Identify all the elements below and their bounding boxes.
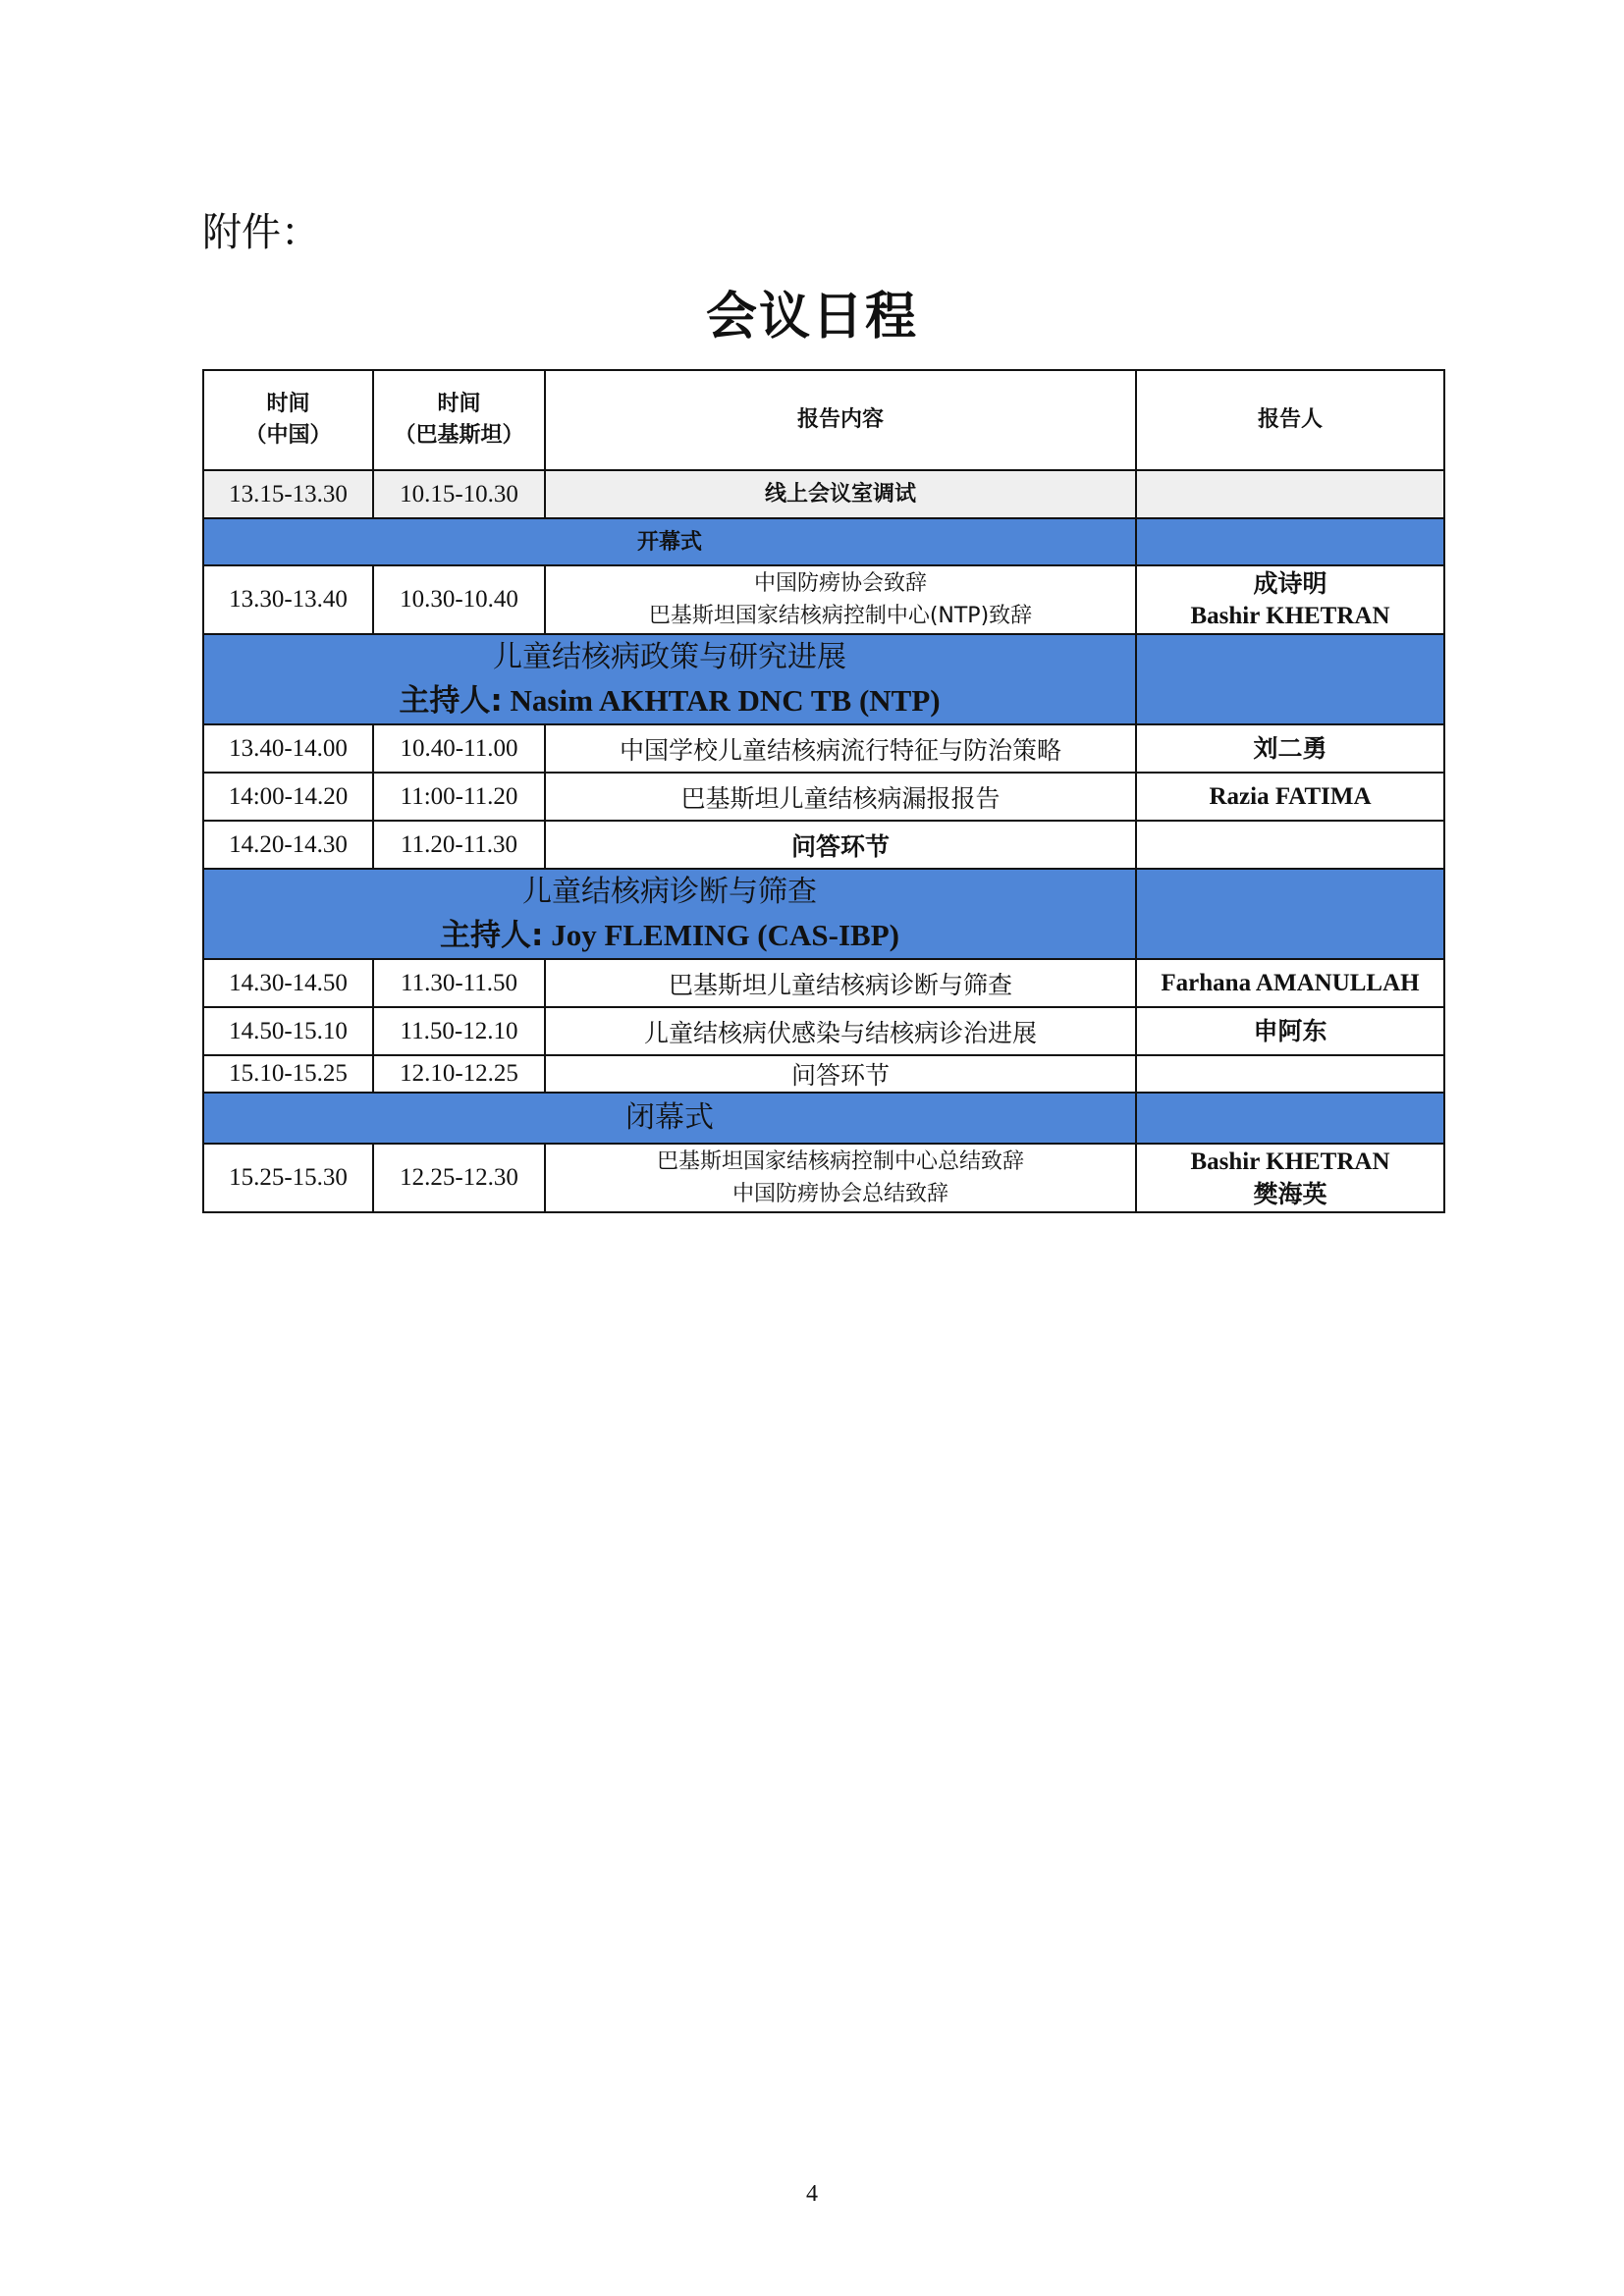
speaker xyxy=(1136,565,1444,634)
report-content: 巴基斯坦儿童结核病诊断与筛查 xyxy=(545,959,1136,1007)
schedule-table xyxy=(202,369,1445,1213)
report-content: 中国学校儿童结核病流行特征与防治策略 xyxy=(545,724,1136,773)
host-name: Joy FLEMING (CAS-IBP) xyxy=(543,918,899,952)
schedule-row xyxy=(203,959,1444,1007)
report-content xyxy=(545,1144,1136,1212)
speaker-line: 成诗明 xyxy=(1253,569,1327,598)
header-time-china xyxy=(203,370,373,470)
session-empty-cell xyxy=(1136,634,1444,724)
header-time-pakistan xyxy=(373,370,545,470)
header-time-pakistan-line1: 时间 xyxy=(437,392,481,416)
host-prefix: 主持人: xyxy=(440,918,544,953)
time-china: 14.20-14.30 xyxy=(203,821,373,869)
session-empty-cell xyxy=(1136,869,1444,959)
time-pakistan: 12.25-12.30 xyxy=(373,1144,545,1212)
speaker-line: Bashir KHETRAN xyxy=(1190,1148,1390,1175)
speaker xyxy=(1136,470,1444,518)
session-host xyxy=(208,679,1131,722)
speaker: 申阿东 xyxy=(1136,1007,1444,1055)
schedule-row xyxy=(203,1007,1444,1055)
time-china: 13.40-14.00 xyxy=(203,724,373,773)
time-pakistan: 10.40-11.00 xyxy=(373,724,545,773)
header-content: 报告内容 xyxy=(545,370,1136,470)
header-speaker: 报告人 xyxy=(1136,370,1444,470)
report-content-line: 中国防痨协会致辞 xyxy=(753,571,927,596)
page-title: 会议日程 xyxy=(705,288,918,347)
header-time-china-line2: （中国） xyxy=(244,423,332,448)
page-number: 4 xyxy=(806,2181,818,2207)
session-row-closing xyxy=(203,1093,1444,1144)
report-content-line: 巴基斯坦国家结核病控制中心(NTP)致辞 xyxy=(648,604,1033,628)
time-pakistan: 11.20-11.30 xyxy=(373,821,545,869)
schedule-row xyxy=(203,773,1444,821)
session-title: 开幕式 xyxy=(203,518,1136,565)
report-content xyxy=(545,565,1136,634)
report-content: 巴基斯坦儿童结核病漏报报告 xyxy=(545,773,1136,821)
session-header xyxy=(203,634,1136,724)
speaker xyxy=(1136,1055,1444,1093)
schedule-row xyxy=(203,565,1444,634)
time-pakistan: 11.30-11.50 xyxy=(373,959,545,1007)
time-pakistan: 12.10-12.25 xyxy=(373,1055,545,1093)
time-china: 14.30-14.50 xyxy=(203,959,373,1007)
attachment-label: 附件： xyxy=(202,210,320,255)
report-content-line: 巴基斯坦国家结核病控制中心总结致辞 xyxy=(656,1149,1024,1174)
header-time-pakistan-line2: （巴基斯坦） xyxy=(394,423,524,448)
speaker: 刘二勇 xyxy=(1136,724,1444,773)
session-empty-cell xyxy=(1136,518,1444,565)
speaker: Farhana AMANULLAH xyxy=(1136,959,1444,1007)
session-title: 闭幕式 xyxy=(203,1093,1136,1144)
session-host xyxy=(208,914,1131,957)
time-pakistan: 10.30-10.40 xyxy=(373,565,545,634)
time-china: 13.15-13.30 xyxy=(203,470,373,518)
report-content: 问答环节 xyxy=(545,821,1136,869)
schedule-row xyxy=(203,724,1444,773)
schedule-row xyxy=(203,1055,1444,1093)
session-empty-cell xyxy=(1136,1093,1444,1144)
time-china: 15.10-15.25 xyxy=(203,1055,373,1093)
report-content-line: 中国防痨协会总结致辞 xyxy=(731,1182,948,1206)
session-header xyxy=(203,869,1136,959)
session-title: 儿童结核病政策与研究进展 xyxy=(493,640,846,674)
header-row xyxy=(203,370,1444,470)
time-china: 13.30-13.40 xyxy=(203,565,373,634)
host-prefix: 主持人: xyxy=(399,683,503,719)
session-title: 儿童结核病诊断与筛查 xyxy=(522,875,817,909)
session-row-policy xyxy=(203,634,1444,724)
time-pakistan: 11:00-11.20 xyxy=(373,773,545,821)
schedule-row xyxy=(203,470,1444,518)
speaker: Razia FATIMA xyxy=(1136,773,1444,821)
schedule-row xyxy=(203,821,1444,869)
report-content: 线上会议室调试 xyxy=(545,470,1136,518)
speaker xyxy=(1136,821,1444,869)
session-row-opening xyxy=(203,518,1444,565)
header-time-china-line1: 时间 xyxy=(266,392,310,416)
session-row-diagnosis xyxy=(203,869,1444,959)
report-content: 问答环节 xyxy=(545,1055,1136,1093)
schedule-row xyxy=(203,1144,1444,1212)
speaker-line: Bashir KHETRAN xyxy=(1190,603,1390,629)
time-china: 14.50-15.10 xyxy=(203,1007,373,1055)
speaker-line: 樊海英 xyxy=(1253,1180,1327,1208)
time-pakistan: 11.50-12.10 xyxy=(373,1007,545,1055)
report-content: 儿童结核病伏感染与结核病诊治进展 xyxy=(545,1007,1136,1055)
speaker xyxy=(1136,1144,1444,1212)
time-pakistan: 10.15-10.30 xyxy=(373,470,545,518)
host-name: Nasim AKHTAR DNC TB (NTP) xyxy=(502,683,941,718)
time-china: 15.25-15.30 xyxy=(203,1144,373,1212)
time-china: 14:00-14.20 xyxy=(203,773,373,821)
